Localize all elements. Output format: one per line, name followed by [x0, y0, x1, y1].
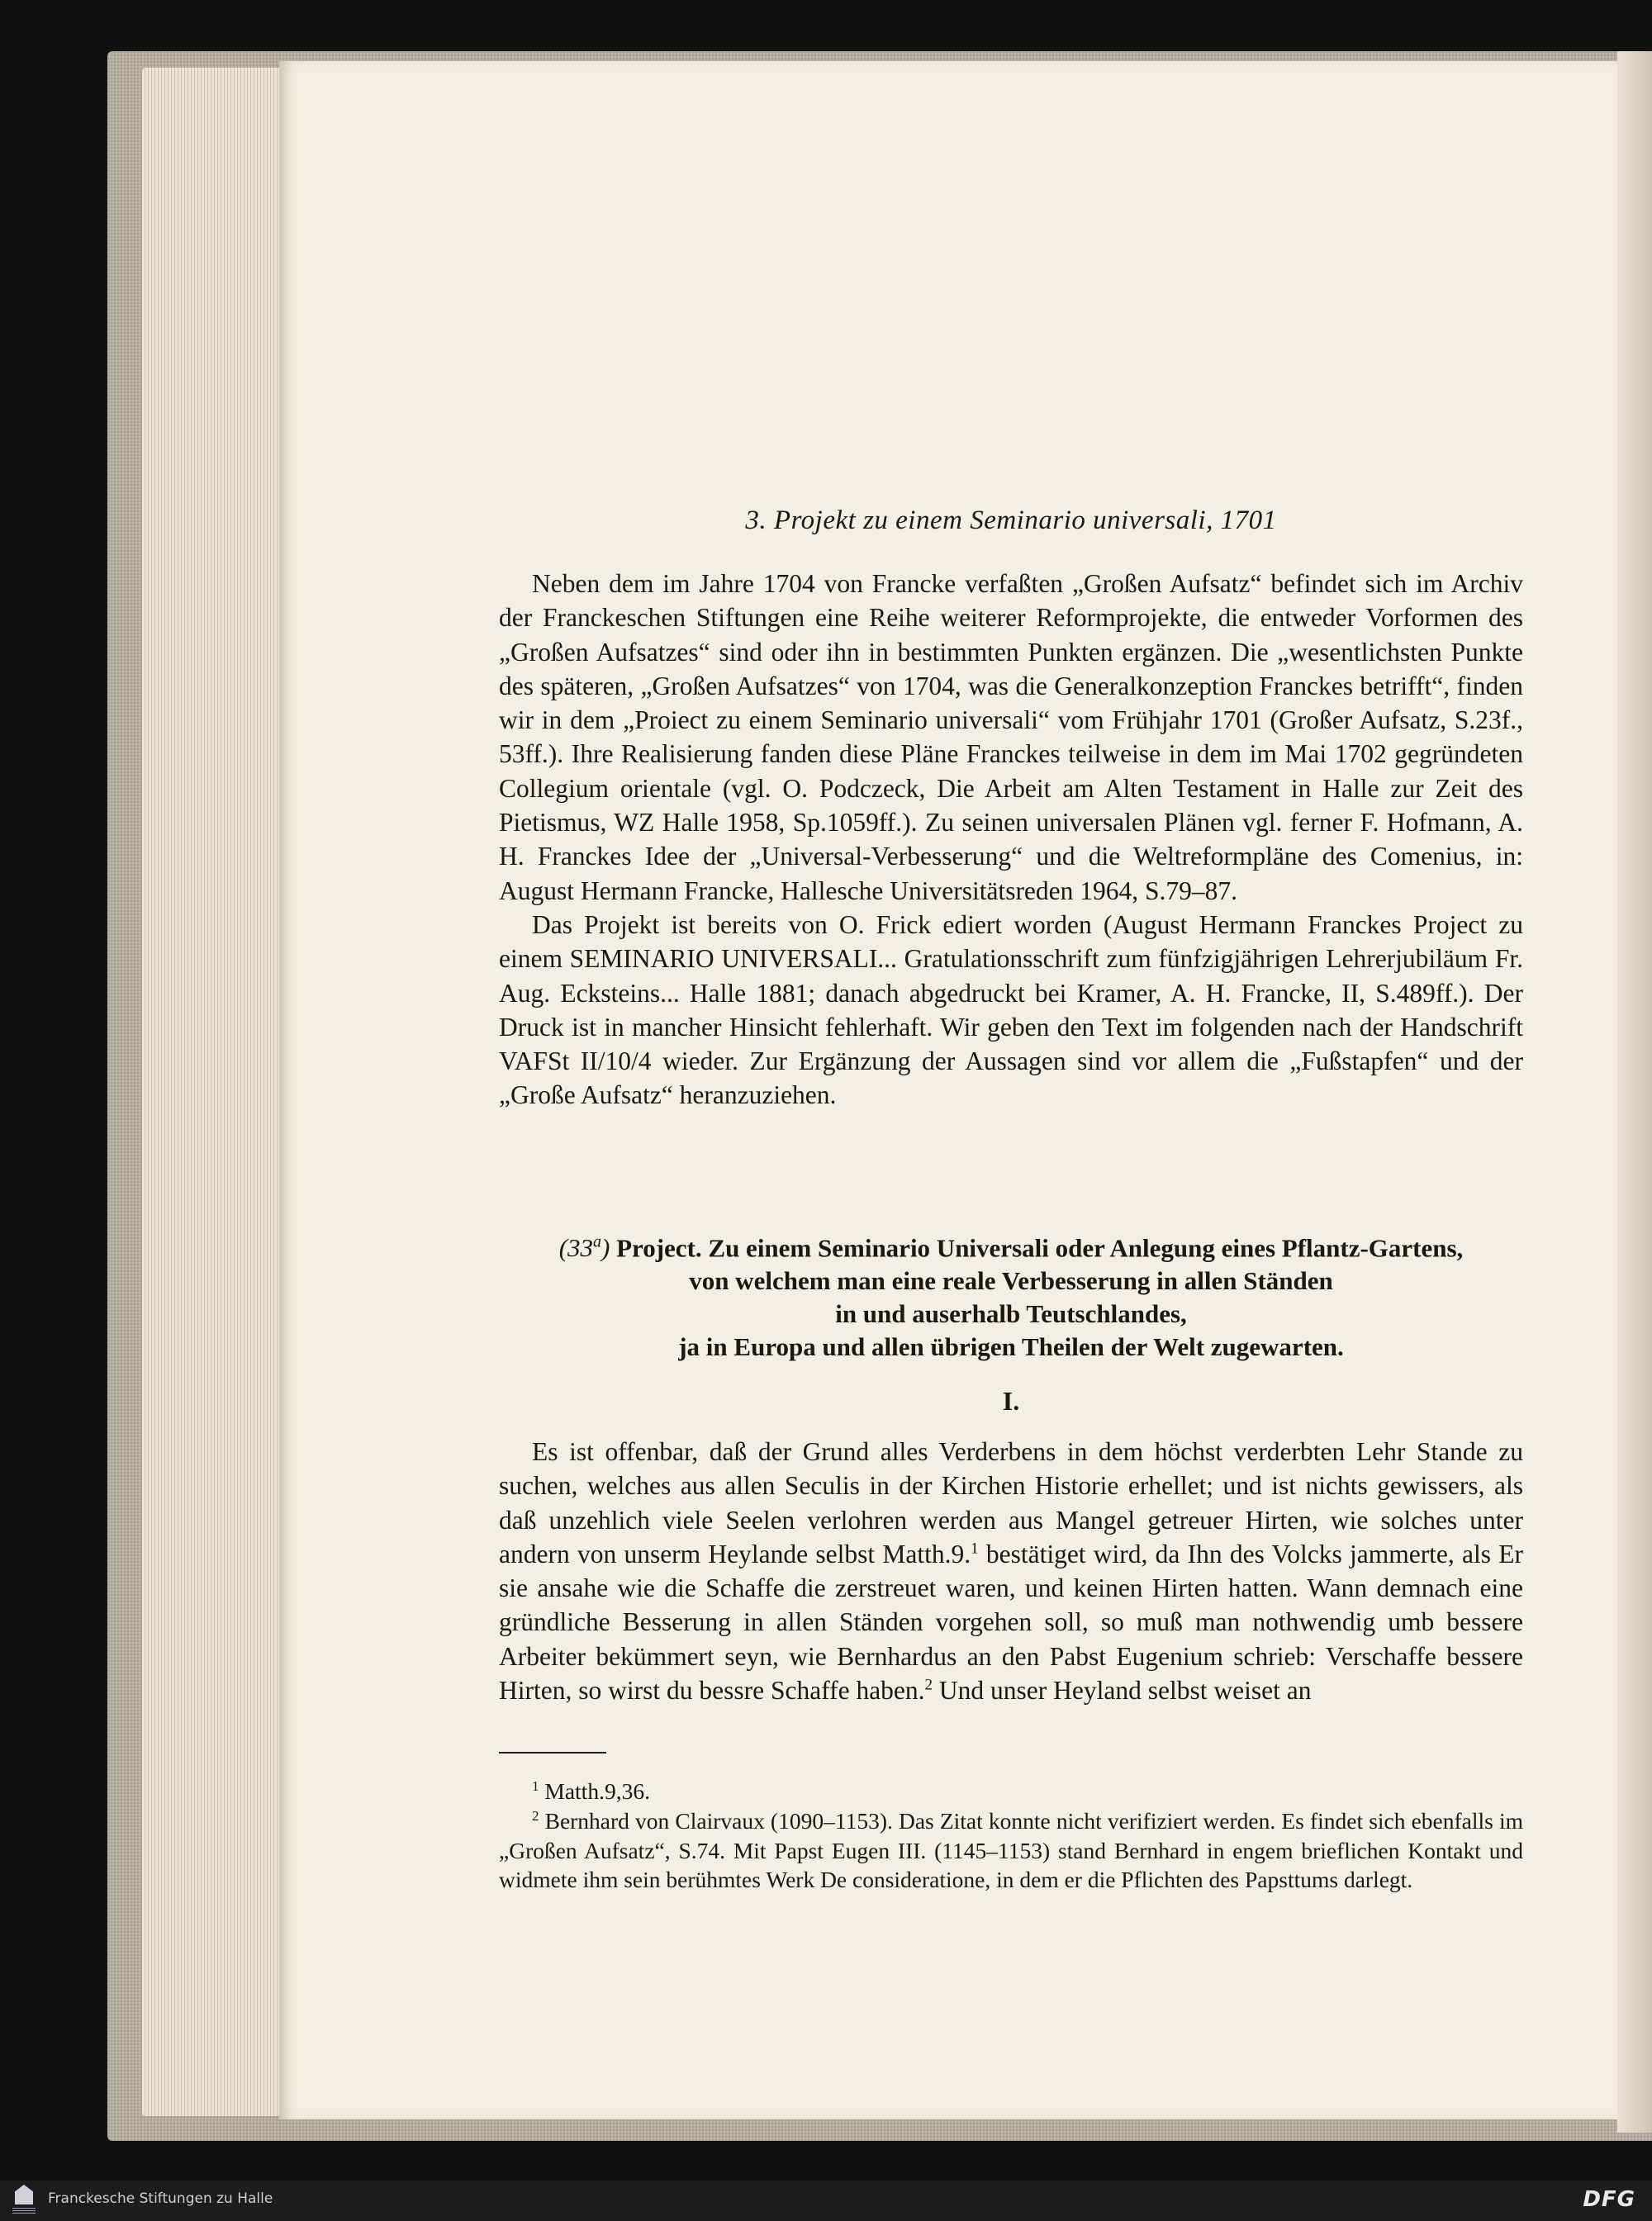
intro-paragraph: Das Projekt ist bereits von O. Frick ediert worden (August Hermann Franckes Project zu einem SEMINARIO UNIVERSALI... Gratulationsschrift zum fünfzigjährigen Lehrerjubiläum Fr. Aug. Ecksteins... Halle 1881; danach abgedruckt bei Kramer, A. H. Francke, II, S.489ff.). Der Druck ist in mancher Hinsicht fehlerhaft. Wir geben den Text im folgenden nach der Handschrift VAFSt II/10/4 wieder. Zur Ergänzung der Aussagen sind vor allem die „Fußstapfen“ und der „Große Aufsatz“ heranzuziehen.: [499, 909, 1523, 1110]
institution-label[interactable]: Franckesche Stiftungen zu Halle: [48, 2190, 273, 2207]
title-line: in und auserhalb Teutschlandes,: [835, 1299, 1187, 1329]
section-heading: 3. Projekt zu einem Seminario universali, 1701: [745, 505, 1277, 535]
footnotes: [499, 1777, 1523, 1895]
title-text: Project. Zu einem Seminario Universali oder Anlegung eines Pflantz-Gartens,: [616, 1233, 1464, 1263]
footnote-ref: 2: [924, 1676, 933, 1694]
facing-page-edge: [1617, 51, 1652, 2133]
footnote: $^1$ Matth.9,36.: [532, 1777, 650, 1804]
francke-foundation-logo-icon: [12, 2185, 36, 2216]
title-line: [499, 1226, 1523, 1265]
book-page: [279, 61, 1617, 2119]
section-numeral: I.: [1002, 1386, 1020, 1416]
document-body: [499, 1435, 1523, 1707]
dfg-logo: DFG: [1583, 2187, 1635, 2212]
title-line: von welchem man eine reale Verbesserung in allen Ständen: [689, 1266, 1333, 1296]
document-number: (33$^a$): [558, 1233, 610, 1263]
viewer-footer: [0, 2181, 1652, 2221]
title-line: ja in Europa und allen übrigen Theilen der Welt zugewarten.: [678, 1332, 1344, 1362]
footnote-ref: 1: [971, 1540, 979, 1558]
body-paragraph: Es ist offenbar, daß der Grund alles Verderbens in dem höchst verderbten Lehr Stande zu suchen, welches aus allen Seculis in der Kirchen Historie erhellet; und ist nichts gewissers, als daß unzehlich viele Seelen verlohren werden aus Mangel getreuer Hirten, wie solches unter andern von unserm Heylande selbst Matth.9.$^1$ bestätiget wird, da Ihn des Volcks jammerte, als Er sie ansahe wie die Schaffe die zerstreuet waren, und keinen Hirten hatten. Wann demnach eine gründliche Besserung in allen Ständen vorgehen soll, so muß man nothwendig umb bessere Arbeiter bekümmert seyn, wie Bernhardus an den Pabst Eugenium schrieb: Verschaffe bessere Hirten, so wirst du bessre Schaffe haben.$^2$ Und unser Heyland selbst weiset an: [499, 1437, 1524, 1706]
intro-paragraph: Neben dem im Jahre 1704 von Francke verfaßten „Großen Aufsatz“ befindet sich im Archiv der Franckeschen Stiftungen eine Reihe weiterer Reformprojekte, die entweder Vorformen des „Großen Aufsatzes“ sind oder ihn in bestimmten Punkten ergänzen. Die „wesentlichsten Punkte des späteren, „Großen Aufsatzes“ von 1704, was die Generalkonzeption Franckes betrifft“, finden wir in dem „Proiect zu einem Seminario universali“ vom Frühjahr 1701 (Großer Aufsatz, S.23f., 53ff.). Ihre Realisierung fanden diese Pläne Franckes teilweise in dem im Mai 1702 gegründeten Collegium orientale (vgl. O. Podczeck, Die Arbeit am Alten Testament in Halle zur Zeit des Pietismus, WZ Halle 1958, Sp.1059ff.). Zu seinen universalen Plänen vgl. ferner F. Hofmann, A. H. Franckes Idee der „Universal-Verbesserung“ und die Weltreformpläne des Comenius, in: August Hermann Francke, Hallesche Universitätsreden 1964, S.79–87.: [499, 569, 1523, 905]
footnote-divider: [499, 1752, 606, 1754]
document-title: [499, 1226, 1523, 1364]
intro-text: [499, 567, 1523, 1113]
footnote: $^2$ Bernhard von Clairvaux (1090–1153). Das Zitat konnte nicht verifiziert werden. Es findet sich ebenfalls im „Großen Aufsatz“, S.74. Mit Papst Eugen III. (1145–1153) stand Bernhard in engem brieflichen Kontakt und widmete ihm sein berühmtes Werk De consideratione, in dem er die Pflichten des Papsttums darlegt.: [499, 1807, 1523, 1893]
